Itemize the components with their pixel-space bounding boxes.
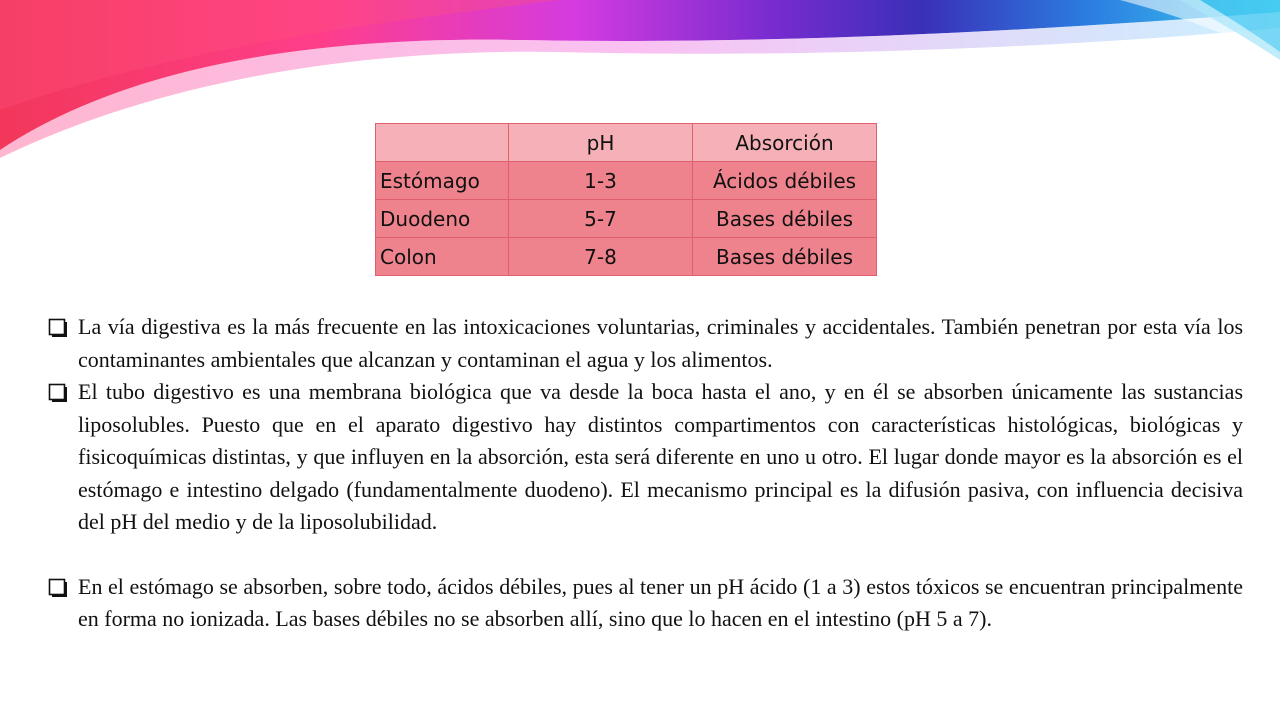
bullet-text: En el estómago se absorben, sobre todo, ácidos débiles, pues al tener un pH ácido (1 a 3) estos tóxicos se encuentran principalmente en forma no ionizada. Las bases débiles no se absorben allí, sino que lo hacen en el intestino (pH 5 a 7). [78, 573, 1243, 631]
list-item [48, 311, 1243, 376]
table-header-cell: Absorción [693, 124, 877, 162]
table-header-row [376, 124, 877, 162]
table-row [376, 200, 877, 238]
list-item [48, 376, 1243, 539]
ph-absorption-table-container [375, 123, 877, 276]
checkbox-square-icon [48, 311, 78, 338]
table-row [376, 162, 877, 200]
list-item [48, 571, 1243, 636]
checkbox-square-icon [48, 571, 78, 598]
bullet-list [48, 311, 1243, 636]
table-cell: 1-3 [509, 162, 693, 200]
table-cell: Colon [376, 238, 509, 276]
table-cell: Bases débiles [693, 200, 877, 238]
ph-absorption-table [375, 123, 877, 276]
table-cell: Estómago [376, 162, 509, 200]
table-cell: Duodeno [376, 200, 509, 238]
table-header-cell [376, 124, 509, 162]
table-cell: Ácidos débiles [693, 162, 877, 200]
bullet-text: El tubo digestivo es una membrana biológica que va desde la boca hasta el ano, y en él se absorben únicamente las sustancias liposolubles. Puesto que en el aparato digestivo hay distintos compartimentos con características histológicas, biológicas y fisicoquímicas distintas, y que influyen en la absorción, esta será diferente en uno u otro. El lugar donde mayor es la absorción es el estómago e intestino delgado (fundamentalmente duodeno). El mecanismo principal es la difusión pasiva, con influencia decisiva del pH del medio y de la liposolubilidad. [78, 379, 1243, 534]
table-row [376, 238, 877, 276]
checkbox-square-icon [48, 376, 78, 403]
table-header-cell: pH [509, 124, 693, 162]
bullet-text: La vía digestiva es la más frecuente en las intoxicaciones voluntarias, criminales y accidentales. También penetran por esta vía los contaminantes ambientales que alcanzan y contaminan el agua y los alimentos. [78, 314, 1243, 372]
table-cell: 5-7 [509, 200, 693, 238]
table-cell: 7-8 [509, 238, 693, 276]
table-cell: Bases débiles [693, 238, 877, 276]
